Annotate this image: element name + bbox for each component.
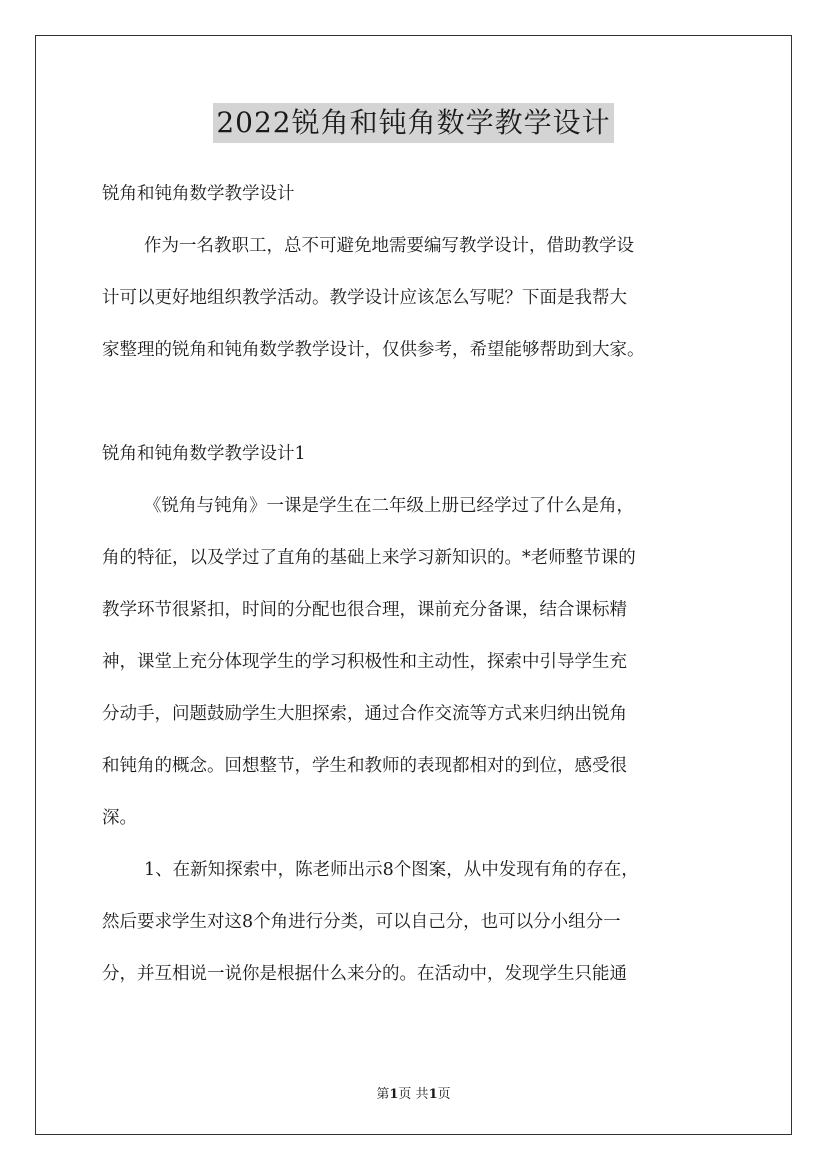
footer-page-current: 1 bbox=[389, 1087, 399, 1102]
text-line: 分，并互相说一说你是根据什么来分的。在活动中，发现学生只能通 bbox=[102, 964, 627, 984]
text-line: 《锐角与钝角》一课是学生在二年级上册已经学过了什么是角， bbox=[144, 496, 634, 516]
text-line: 然后要求学生对这8个角进行分类，可以自己分，也可以分小组分一 bbox=[102, 912, 621, 932]
text-line: 角的特征，以及学过了直角的基础上来学习新知识的。*老师整节课的 bbox=[102, 548, 636, 568]
text-line: 锐角和钝角数学教学设计 bbox=[102, 184, 295, 204]
text-line: 分动手，问题鼓励学生大胆探索，通过合作交流等方式来归纳出锐角 bbox=[102, 704, 627, 724]
text-line: 家整理的锐角和钝角数学教学设计，仅供参考，希望能够帮助到大家。 bbox=[102, 340, 645, 360]
page-footer bbox=[0, 1083, 827, 1102]
document-title-text: 2022锐角和钝角数学教学设计 bbox=[213, 103, 613, 143]
text-line: 计可以更好地组织教学活动。教学设计应该怎么写呢？下面是我帮大 bbox=[102, 288, 627, 308]
document-body bbox=[102, 168, 738, 1000]
footer-page-suffix: 页 bbox=[437, 1087, 451, 1102]
text-line: 1、在新知探索中，陈老师出示8个图案，从中发现有角的存在， bbox=[144, 860, 639, 880]
text-line: 作为一名教职工，总不可避免地需要编写教学设计，借助教学设 bbox=[144, 236, 634, 256]
footer-page-mid: 页 共 bbox=[398, 1087, 429, 1102]
text-line: 教学环节很紧扣，时间的分配也很合理，课前充分备课，结合课标精 bbox=[102, 600, 627, 620]
text-line: 锐角和钝角数学教学设计1 bbox=[102, 444, 306, 464]
text-line: 和钝角的概念。回想整节，学生和教师的表现都相对的到位，感受很 bbox=[102, 756, 627, 776]
document-title bbox=[0, 102, 827, 143]
text-line: 深。 bbox=[102, 808, 137, 828]
footer-page-prefix: 第 bbox=[376, 1087, 390, 1102]
footer-page-total: 1 bbox=[428, 1087, 438, 1102]
text-line: 神，课堂上充分体现学生的学习积极性和主动性，探索中引导学生充 bbox=[102, 652, 627, 672]
